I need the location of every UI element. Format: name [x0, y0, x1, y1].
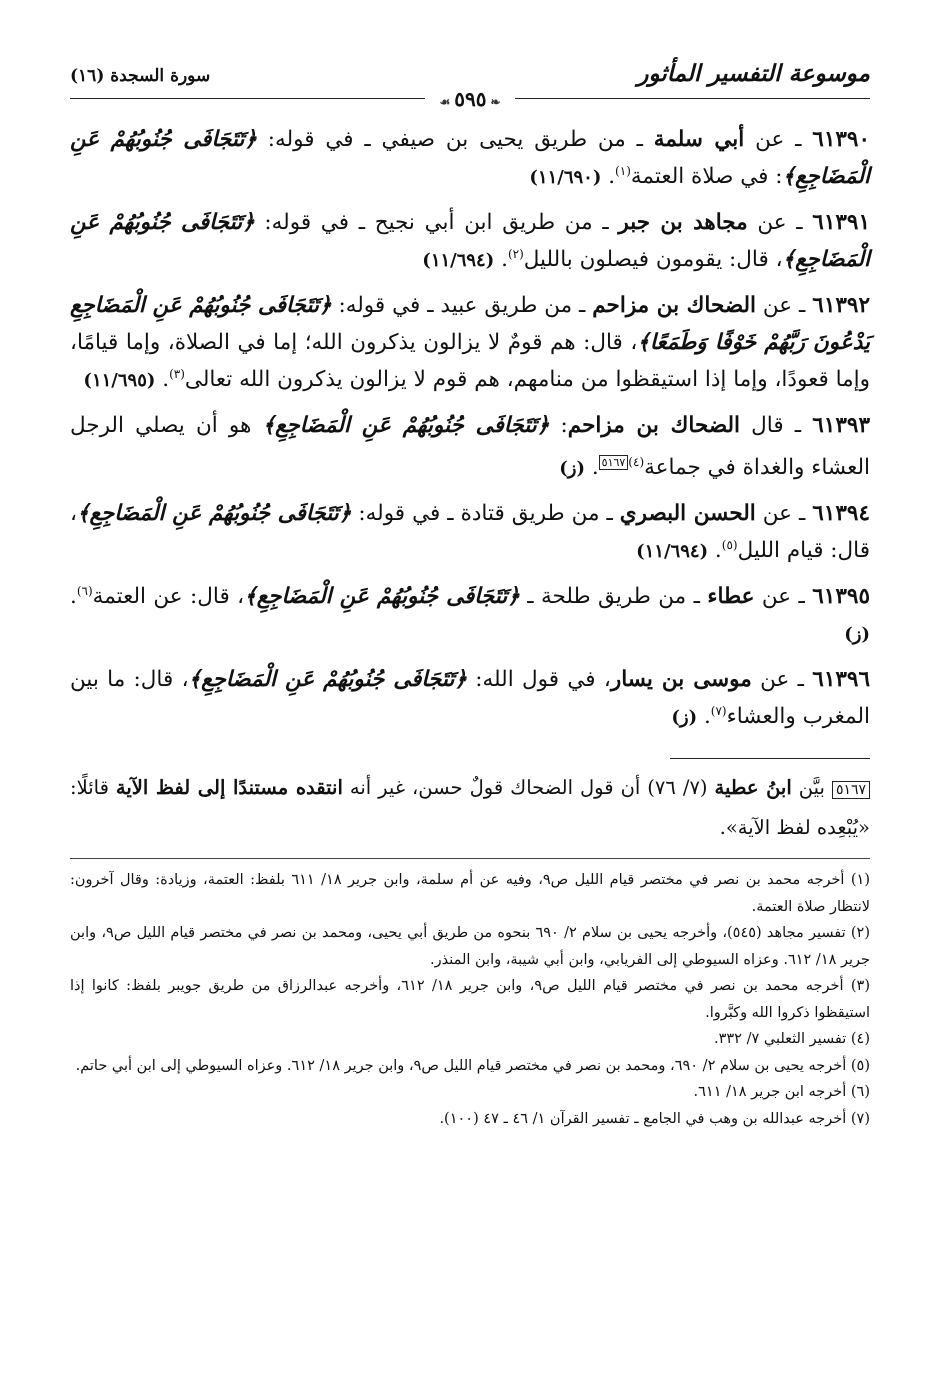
narrator: عطاء [707, 584, 755, 610]
narration-text: ـ قال [740, 413, 813, 438]
comment-text: بيَّن [791, 776, 832, 800]
volume-reference: (ز) [671, 707, 698, 729]
narration-text: ـ عن [756, 293, 813, 318]
narration [70, 578, 870, 653]
ornament-icon: ☙ [439, 95, 451, 109]
narration-number: ٦١٣٩٦ [812, 667, 871, 693]
footnote: (٣) أخرجه محمد بن نصر في مختصر قيام الليل ص٩، وابن جرير ١٨/ ٦١٢، وأخرجه عبدالرزاق من طريق جويبر بلفظ: كانوا إذا استيقظوا ذكروا الله وكبَّروا. [70, 978, 870, 1021]
narration-text: ، قال: عن العتمة [92, 584, 245, 610]
footnote-marker[interactable]: (٧) [710, 704, 727, 718]
narration-text: ـ من طريق ابن أبي نجيح ـ في قوله: [254, 210, 619, 235]
narration-text: ـ من طريق قتادة ـ في قوله: [351, 501, 620, 527]
page-number-text: ٥٩٥ [454, 87, 487, 111]
footnote-marker[interactable]: (٦) [76, 584, 93, 598]
footnote: (٦) أخرجه ابن جرير ١٨/ ٦١١. [693, 1084, 870, 1101]
narration-number: ٦١٣٩٣ [812, 413, 870, 438]
page [70, 58, 870, 1132]
narration [70, 287, 870, 399]
footnote-marker[interactable]: (٤) [628, 455, 645, 469]
narration-text: . [70, 584, 77, 610]
volume-reference: (ز) [559, 458, 585, 480]
narration-text: . [584, 455, 599, 481]
footnote: (٥) أخرجه يحيى بن سلام ٢/ ٦٩٠، ومحمد بن نصر في مختصر قيام الليل ص٩، وابن جرير ١٨/ ٦١٢. وعزاه السيوطي إلى ابن أبي حاتم. [75, 1057, 870, 1074]
narration-text: ـ عن [751, 667, 813, 693]
narration-text: . [494, 247, 508, 272]
page-header [70, 58, 870, 111]
volume-reference: (١١/٦٩٤) [636, 541, 709, 563]
narration-text: . [708, 538, 722, 564]
narration-number: ٦١٣٩٥ [812, 584, 870, 610]
narration-text: ـ عن [744, 127, 813, 152]
narration-text: ـ عن [755, 501, 813, 527]
narration-number: ٦١٣٩٢ [812, 293, 871, 318]
narration-text: ، قال: قيام الليل [70, 501, 870, 564]
volume-reference: (ز) [844, 624, 870, 646]
narration-text: ـ عن [754, 584, 813, 610]
footnote-marker[interactable]: (٢) [507, 246, 524, 261]
footnote-separator [70, 858, 870, 859]
quran-verse: ﴿تَتَجَافَى جُنُوبُهُمْ عَنِ الْمَضَاجِعِ﴾ [70, 127, 870, 189]
narrator: أبي سلمة [653, 127, 745, 152]
volume-reference: (١١/٦٩٤) [422, 250, 495, 271]
narration-text: . [601, 164, 616, 189]
quran-verse: ﴿تَتَجَافَى جُنُوبُهُمْ عَنِ الْمَضَاجِعِ يَدْعُونَ رَبَّهُمْ خَوْفًا وَطَمَعًا﴾ [70, 293, 870, 355]
quran-verse: ﴿تَتَجَافَى جُنُوبُهُمْ عَنِ الْمَضَاجِعِ﴾ [188, 667, 467, 693]
narration-text: ، قال: ما بين المغرب والعشاء [70, 667, 870, 730]
narration-text: ـ عن [747, 210, 813, 235]
volume-reference: (١١/٦٩٠) [529, 167, 602, 188]
quran-verse: ﴿تَتَجَافَى جُنُوبُهُمْ عَنِ الْمَضَاجِعِ﴾ [244, 584, 520, 610]
comment-text: قائلًا: «يُبْعِده لفظ الآية». [70, 776, 870, 840]
quran-verse: ﴿تَتَجَافَى جُنُوبُهُمْ عَنِ الْمَضَاجِعِ﴾ [262, 413, 550, 438]
narration [70, 407, 870, 487]
footnote-marker[interactable]: (٥) [721, 538, 738, 552]
page-number [425, 86, 514, 115]
footnote: (١) أخرجه محمد بن نصر في مختصر قيام الليل ص٩، وفيه عن أم سلمة، وابن جرير ١٨/ ٦١١ بلفظ: العتمة، وزيادة: وقال آخرون: لانتظار صلاة العتمة. [70, 872, 870, 915]
narration-text: ، قال: يقومون فيصلون بالليل [523, 247, 783, 272]
footnote: (٧) أخرجه عبدالله بن وهب في الجامع ـ تفسير القرآن ١/ ٤٦ ـ ٤٧ (١٠٠). [439, 1110, 870, 1127]
narration [70, 661, 870, 736]
footnote-marker[interactable]: (٣) [169, 366, 185, 381]
narrator: الحسن البصري [619, 501, 756, 527]
book-title: موسوعة التفسير المأثور [637, 60, 870, 87]
narration-number: ٦١٣٩٠ [812, 127, 871, 152]
narrator: موسى بن يسار [610, 667, 752, 693]
narration-text: ـ من طريق طلحة ـ [519, 584, 708, 610]
comment-bold: ابنُ عطية [714, 776, 792, 800]
narration [70, 495, 870, 570]
narration-text: . [155, 367, 170, 392]
narration-text: ، في قول الله: [466, 667, 611, 693]
narrator: الضحاك بن مزاحم [592, 293, 757, 318]
editor-comment [70, 769, 870, 846]
footnotes [70, 867, 870, 1132]
ornament-icon: ❧ [490, 95, 501, 109]
narration-number: ٦١٣٩٤ [812, 501, 870, 527]
narrations [70, 121, 870, 736]
narrator: مجاهد بن جبر [618, 210, 748, 235]
quran-verse: ﴿تَتَجَافَى جُنُوبُهُمْ عَنِ الْمَضَاجِعِ﴾ [76, 501, 352, 527]
comment-bold: انتقده مستندًا إلى لفظ الآية [115, 776, 343, 800]
footnote: (٤) تفسير الثعلبي ٧/ ٣٣٢. [714, 1031, 870, 1048]
narrator: الضحاك بن مزاحم [567, 413, 741, 438]
narration-text: : في صلاة العتمة [630, 164, 783, 189]
narration [70, 121, 870, 196]
narration-text: ، قال: هم قومٌ لا يزالون يذكرون الله؛ إما في الصلاة، وإما قيامًا، وإما قعودًا، وإما إذا استيقظوا من منامهم، هم قوم لا يزالون يذكرون الله تعالى [70, 330, 870, 392]
comment-separator [670, 758, 870, 759]
footnote: (٢) تفسير مجاهد (٥٤٥)، وأخرجه يحيى بن سلام ٢/ ٦٩٠ بنحوه من طريق أبي يحيى، ومحمد بن نصر في مختصر قيام الليل ص٩، وابن جرير ١٨/ ٦١٢. وعزاه السيوطي إلى الفريابي، وابن أبي شيبة، وابن المنذر. [70, 925, 870, 968]
narration-text: ـ من طريق يحيى بن صيفي ـ في قوله: [256, 127, 654, 152]
surah-title: سورة السجدة (١٦) [70, 66, 211, 86]
comment-text: (٧/ ٧٦) أن قول الضحاك قولٌ حسن، غير أنه [342, 776, 715, 800]
narration-text: . [697, 704, 711, 730]
volume-reference: (١١/٦٩٥) [83, 370, 156, 391]
narration-text: : [549, 413, 568, 438]
narration-text: ـ من طريق عبيد ـ في قوله: [331, 293, 593, 318]
page-number-wrap [70, 86, 870, 115]
narration [70, 204, 870, 279]
comment-number-box: ٥١٦٧ [832, 781, 870, 799]
narration-number: ٦١٣٩١ [812, 210, 871, 235]
comment-reference-box[interactable]: ٥١٦٧ [599, 455, 629, 470]
quran-verse: ﴿تَتَجَافَى جُنُوبُهُمْ عَنِ الْمَضَاجِعِ﴾ [70, 210, 870, 272]
footnote-marker[interactable]: (١) [615, 163, 631, 178]
narration-text: هو أن يصلي الرجل العشاء والغداة في جماعة [70, 413, 870, 481]
